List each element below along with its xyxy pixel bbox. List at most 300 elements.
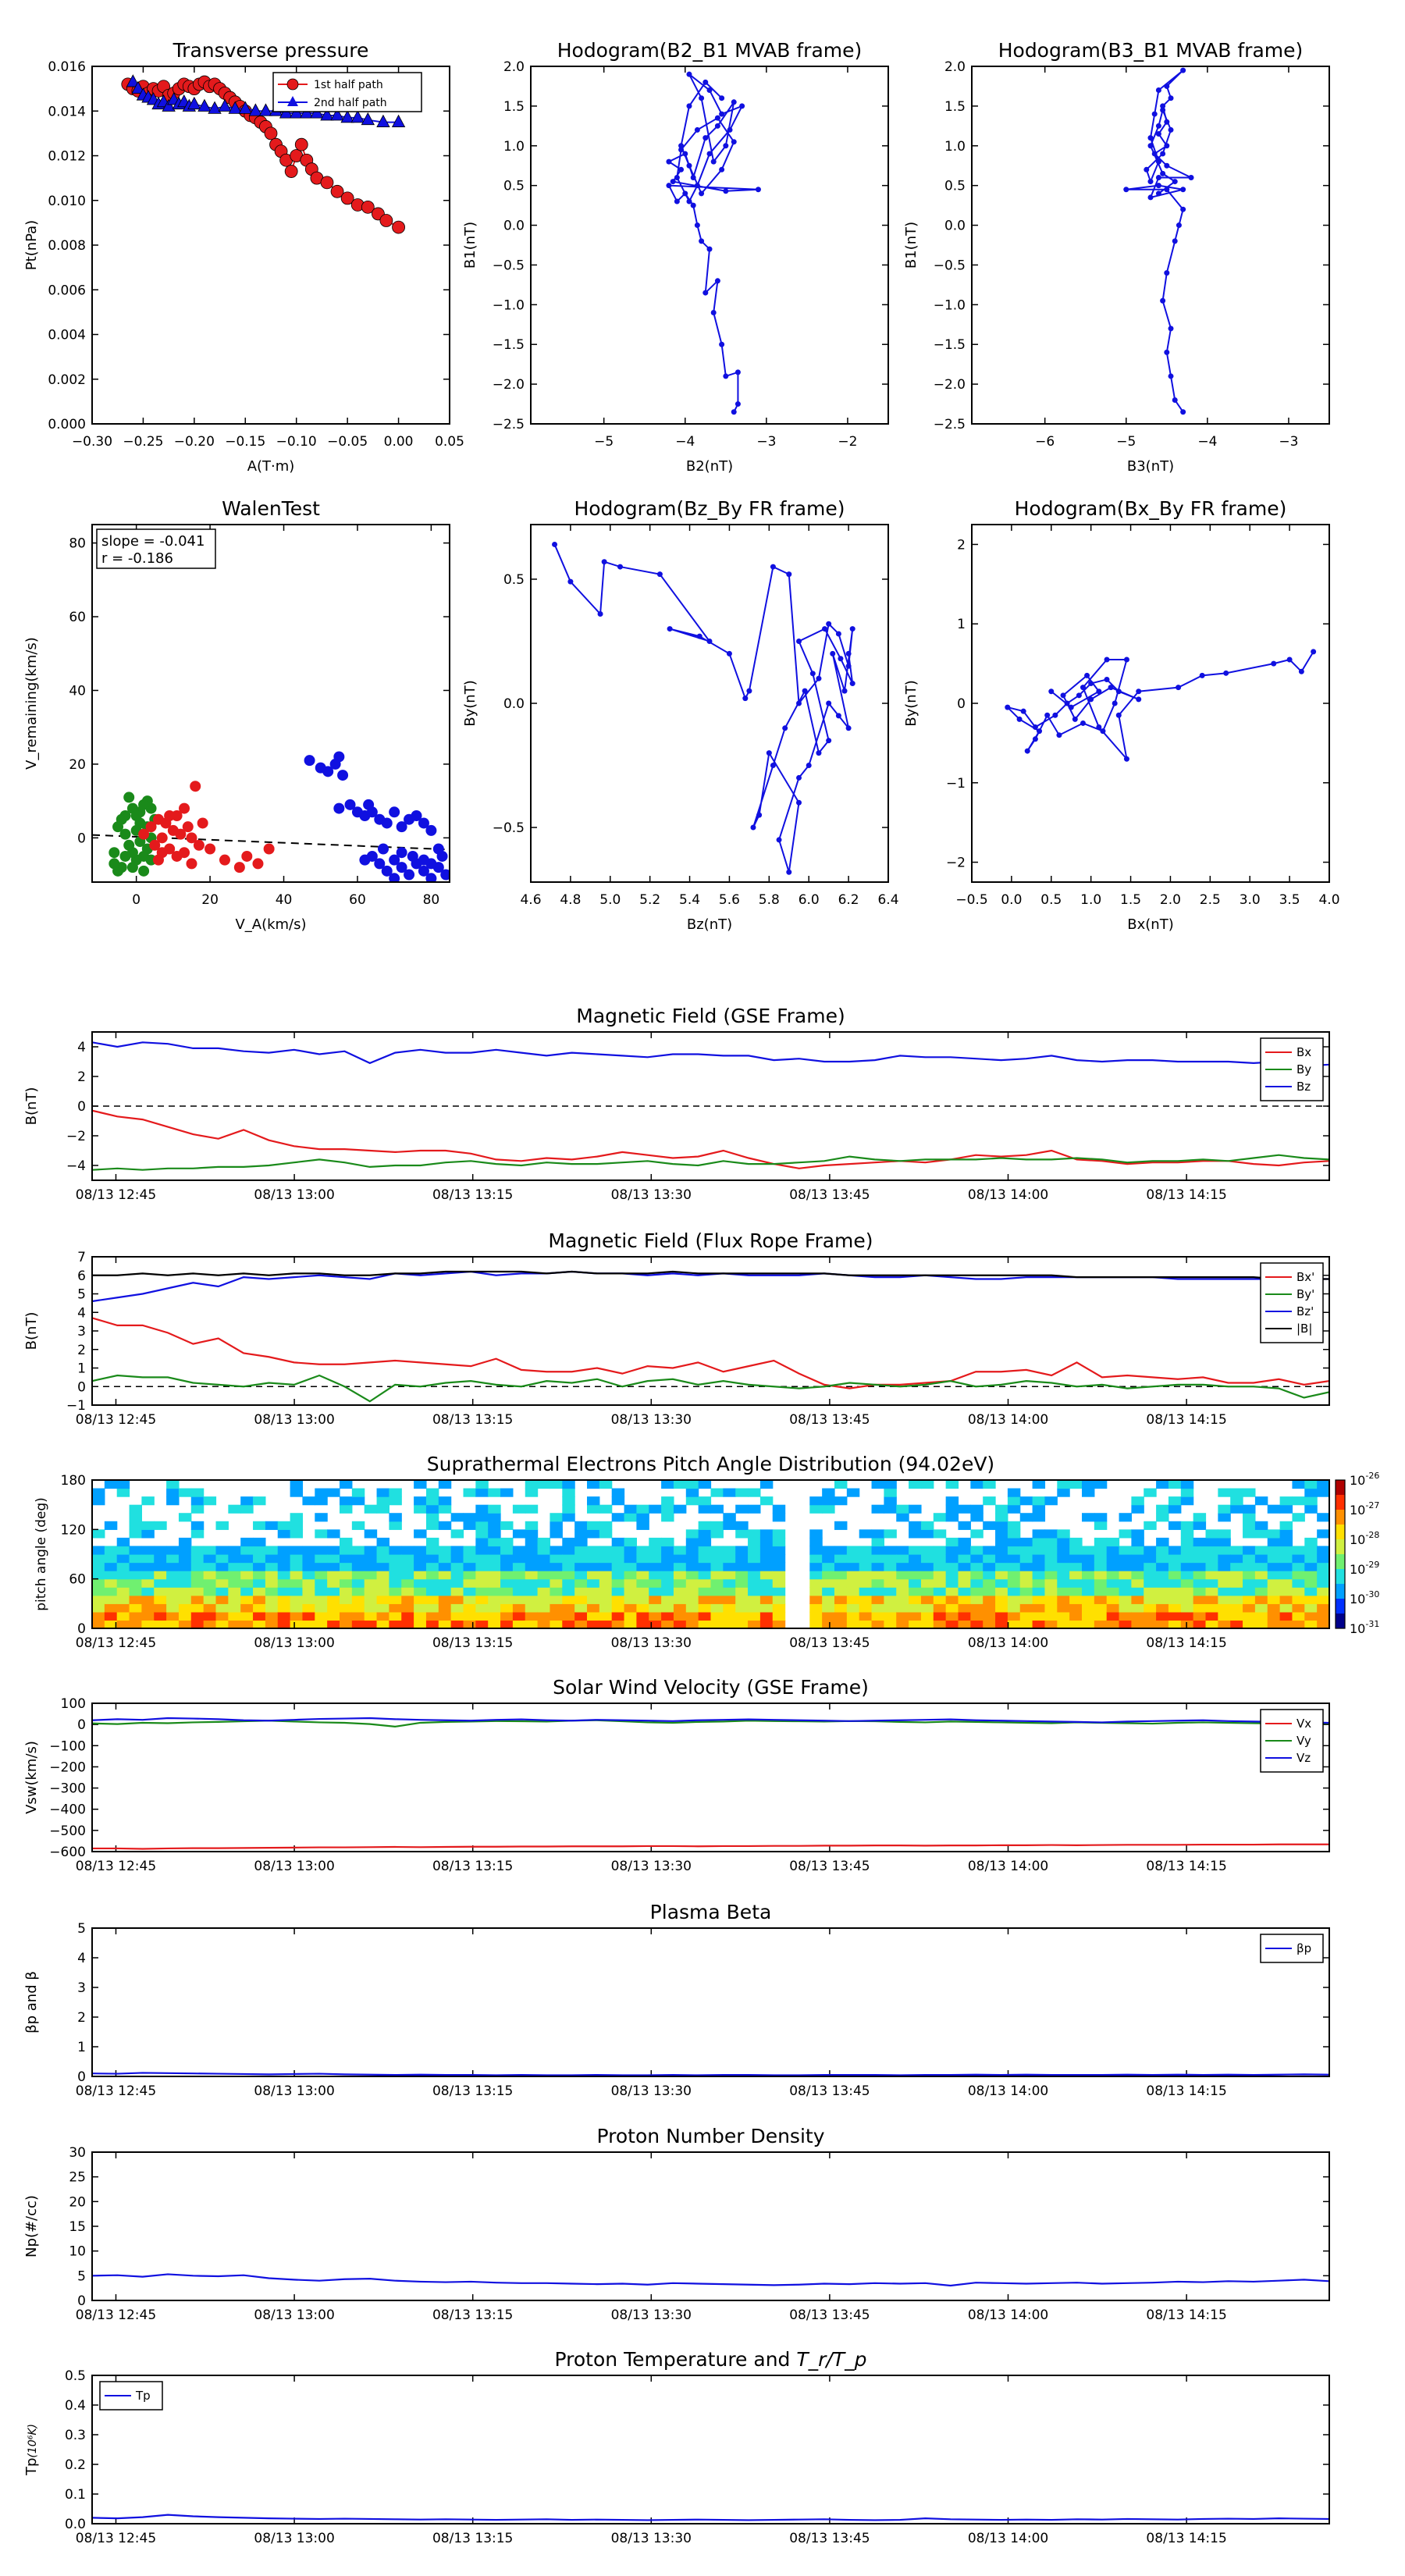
heatmap-cell	[92, 1529, 105, 1538]
heatmap-cell	[773, 1603, 785, 1612]
heatmap-cell	[1230, 1571, 1243, 1579]
data-point	[1044, 713, 1050, 718]
data-point	[707, 151, 713, 156]
heatmap-cell	[302, 1612, 315, 1621]
heatmap-cell	[1193, 1538, 1206, 1546]
heatmap-cell	[723, 1612, 735, 1621]
heatmap-cell	[550, 1612, 562, 1621]
heatmap-cell	[995, 1554, 1008, 1563]
data-point	[380, 215, 393, 227]
chart-title: Hodogram(Bx_By FR frame)	[1014, 497, 1287, 520]
heatmap-cell	[773, 1554, 785, 1563]
data-point	[351, 111, 364, 123]
heatmap-cell	[105, 1546, 117, 1554]
heatmap-cell	[1280, 1579, 1293, 1588]
x-tick-label: 5.8	[758, 892, 780, 908]
heatmap-cell	[191, 1505, 204, 1514]
heatmap-cell	[1317, 1571, 1329, 1579]
data-point	[1048, 688, 1054, 694]
heatmap-cell	[946, 1612, 959, 1621]
heatmap-cell	[574, 1529, 587, 1538]
heatmap-cell	[1206, 1554, 1218, 1563]
heatmap-cell	[117, 1546, 130, 1554]
heatmap-cell	[475, 1587, 488, 1596]
data-point	[1168, 95, 1174, 101]
heatmap-cell	[760, 1620, 773, 1628]
data-point	[816, 676, 821, 681]
heatmap-cell	[822, 1587, 834, 1596]
heatmap-cell	[661, 1505, 674, 1514]
heatmap-cell	[884, 1596, 896, 1604]
heatmap-cell	[315, 1612, 327, 1621]
chart-title: Proton Number Density	[596, 2125, 825, 2147]
heatmap-cell	[105, 1603, 117, 1612]
data-point	[1100, 728, 1105, 734]
heatmap-cell	[1020, 1612, 1033, 1621]
heatmap-cell	[809, 1529, 822, 1538]
heatmap-cell	[228, 1587, 240, 1596]
heatmap-cell	[414, 1603, 426, 1612]
heatmap-cell	[748, 1571, 760, 1579]
y-tick-label: 0.0	[503, 218, 525, 234]
heatmap-cell	[674, 1596, 686, 1604]
heatmap-cell	[847, 1620, 859, 1628]
heatmap-cell	[302, 1596, 315, 1604]
data-point	[1164, 187, 1169, 192]
data-point	[393, 221, 405, 233]
heatmap-cell	[649, 1596, 661, 1604]
x-tick-label: −0.25	[123, 434, 164, 450]
heatmap-cell	[959, 1546, 971, 1554]
heatmap-cell	[599, 1587, 612, 1596]
y-tick-label: −2.5	[933, 417, 966, 432]
heatmap-cell	[216, 1612, 229, 1621]
heatmap-cell	[1131, 1563, 1144, 1571]
series-line-0	[1008, 652, 1314, 759]
heatmap-cell	[117, 1480, 130, 1489]
heatmap-cell	[809, 1546, 822, 1554]
heatmap-cell	[439, 1505, 451, 1514]
heatmap-cell	[1069, 1603, 1082, 1612]
heatmap-cell	[525, 1529, 538, 1538]
heatmap-cell	[500, 1546, 513, 1554]
data-point	[1180, 207, 1186, 212]
legend-label: Vy	[1297, 1734, 1311, 1748]
heatmap-cell	[587, 1612, 599, 1621]
data-point	[822, 626, 827, 632]
data-point	[234, 862, 245, 873]
heatmap-cell	[1206, 1579, 1218, 1588]
y-tick-label: 0.010	[48, 193, 86, 209]
heatmap-cell	[748, 1554, 760, 1563]
heatmap-cell	[1292, 1596, 1304, 1604]
heatmap-cell	[130, 1612, 142, 1621]
heatmap-cell	[1218, 1563, 1230, 1571]
heatmap-cell	[909, 1620, 921, 1628]
heatmap-cell	[365, 1546, 377, 1554]
heatmap-cell	[686, 1489, 699, 1497]
heatmap-cell	[562, 1571, 574, 1579]
heatmap-cell	[970, 1563, 983, 1571]
heatmap-cell	[166, 1612, 179, 1621]
data-point	[1223, 671, 1229, 676]
heatmap-cell	[426, 1612, 439, 1621]
plot-area	[92, 1272, 1329, 1401]
heatmap-cell	[166, 1496, 179, 1505]
x-tick-label: 08/13 13:00	[254, 1859, 335, 1874]
heatmap-cell	[562, 1538, 574, 1546]
heatmap-cell	[735, 1554, 748, 1563]
chart-title: WalenTest	[222, 497, 320, 520]
chart-title: Transverse pressure	[173, 39, 369, 62]
heatmap-cell	[934, 1554, 946, 1563]
heatmap-cell	[1230, 1579, 1243, 1588]
y-tick-label: 5	[77, 1921, 86, 1937]
heatmap-cell	[130, 1505, 142, 1514]
heatmap-cell	[278, 1579, 290, 1588]
heatmap-cell	[748, 1620, 760, 1628]
heatmap-cell	[760, 1579, 773, 1588]
heatmap-cell	[1094, 1596, 1107, 1604]
heatmap-cell	[500, 1596, 513, 1604]
heatmap-cell	[1292, 1620, 1304, 1628]
heatmap-cell	[1206, 1563, 1218, 1571]
heatmap-cell	[451, 1603, 464, 1612]
heatmap-cell	[1193, 1546, 1206, 1554]
heatmap-cell	[896, 1554, 909, 1563]
heatmap-cell	[1044, 1579, 1057, 1588]
heatmap-cell	[179, 1596, 191, 1604]
heatmap-cell	[723, 1489, 735, 1497]
legend-label: By	[1297, 1062, 1312, 1076]
heatmap-cell	[1255, 1521, 1268, 1530]
y-tick-label: 7	[77, 1250, 86, 1265]
heatmap-cell	[773, 1620, 785, 1628]
heatmap-cell	[475, 1596, 488, 1604]
heatmap-cell	[365, 1529, 377, 1538]
heatmap-cell	[414, 1546, 426, 1554]
heatmap-cell	[1107, 1612, 1119, 1621]
heatmap-cell	[1144, 1563, 1156, 1571]
heatmap-cell	[538, 1587, 550, 1596]
heatmap-cell	[674, 1571, 686, 1579]
heatmap-cell	[896, 1620, 909, 1628]
heatmap-cell	[624, 1612, 637, 1621]
heatmap-cell	[946, 1513, 959, 1521]
heatmap-cell	[896, 1505, 909, 1514]
heatmap-cell	[1317, 1612, 1329, 1621]
heatmap-cell	[1156, 1620, 1168, 1628]
heatmap-cell	[278, 1546, 290, 1554]
heatmap-cell	[401, 1596, 414, 1604]
data-point	[265, 127, 277, 140]
heatmap-cell	[228, 1579, 240, 1588]
data-point	[1088, 681, 1094, 686]
heatmap-cell	[365, 1505, 377, 1514]
heatmap-cell	[1008, 1554, 1020, 1563]
heatmap-cell	[365, 1596, 377, 1604]
heatmap-cell	[1057, 1546, 1069, 1554]
heatmap-cell	[624, 1513, 637, 1521]
heatmap-cell	[500, 1587, 513, 1596]
heatmap-cell	[92, 1496, 105, 1505]
heatmap-cell	[983, 1612, 995, 1621]
heatmap-cell	[204, 1496, 216, 1505]
heatmap-cell	[117, 1620, 130, 1628]
x-tick-label: −3	[756, 434, 777, 450]
data-point	[786, 870, 791, 875]
legend-label: Bz	[1297, 1080, 1311, 1094]
heatmap-cell	[847, 1489, 859, 1497]
plot-border	[92, 2375, 1329, 2524]
x-tick-label: 4.0	[1318, 892, 1340, 908]
heatmap-cell	[228, 1620, 240, 1628]
x-tick-label: 08/13 12:45	[75, 2083, 157, 2099]
heatmap-cell	[426, 1489, 439, 1497]
heatmap-cell	[649, 1579, 661, 1588]
data-point	[138, 799, 149, 810]
heatmap-cell	[995, 1579, 1008, 1588]
data-point	[1096, 724, 1101, 730]
annotation-r: r = -0.186	[101, 550, 173, 567]
x-tick-label: 08/13 13:30	[610, 1859, 692, 1874]
y-axis-label: B1(nT)	[903, 221, 919, 269]
data-point	[1176, 222, 1182, 228]
heatmap-cell	[921, 1563, 934, 1571]
heatmap-cell	[970, 1505, 983, 1514]
series-Bz'	[92, 1272, 1329, 1301]
heatmap-cell	[1044, 1496, 1057, 1505]
heatmap-cell	[240, 1505, 253, 1514]
x-tick-label: 1.0	[1080, 892, 1102, 908]
data-point	[723, 188, 728, 194]
heatmap-cell	[748, 1596, 760, 1604]
heatmap-cell	[92, 1612, 105, 1621]
series-Bx	[92, 1111, 1329, 1169]
series-line-0	[555, 544, 853, 872]
data-point	[1104, 677, 1110, 682]
y-tick-label: 0.012	[48, 148, 86, 165]
heatmap-cell	[1317, 1529, 1329, 1538]
heatmap-cell	[426, 1521, 439, 1530]
panel-bgse	[23, 1005, 1329, 1203]
heatmap-cell	[760, 1538, 773, 1546]
plot-border	[92, 1928, 1329, 2076]
heatmap-cell	[377, 1538, 389, 1546]
heatmap-cell	[1268, 1529, 1280, 1538]
chart-title: Plasma Beta	[649, 1901, 772, 1923]
y-tick-label: 5	[77, 2268, 86, 2285]
heatmap-cell	[674, 1480, 686, 1489]
heatmap-cell	[983, 1521, 995, 1530]
heatmap-cell	[699, 1620, 711, 1628]
heatmap-cell	[240, 1612, 253, 1621]
heatmap-cell	[315, 1579, 327, 1588]
heatmap-cell	[834, 1612, 847, 1621]
heatmap-cell	[872, 1587, 884, 1596]
heatmap-cell	[414, 1480, 426, 1489]
heatmap-cell	[834, 1496, 847, 1505]
heatmap-cell	[959, 1505, 971, 1514]
heatmap-cell	[1094, 1620, 1107, 1628]
y-tick-label: 0.0	[503, 696, 525, 712]
heatmap-cell	[1020, 1538, 1033, 1546]
heatmap-cell	[1119, 1513, 1132, 1521]
heatmap-cell	[1020, 1563, 1033, 1571]
heatmap-cell	[130, 1620, 142, 1628]
heatmap-cell	[315, 1563, 327, 1571]
heatmap-cell	[1033, 1496, 1045, 1505]
heatmap-cell	[401, 1620, 414, 1628]
heatmap-cell	[636, 1579, 649, 1588]
x-tick-label: 08/13 14:15	[1146, 1635, 1227, 1651]
heatmap-cell	[377, 1603, 389, 1612]
heatmap-cell	[1107, 1546, 1119, 1554]
heatmap-cell	[1243, 1554, 1255, 1563]
heatmap-cell	[896, 1603, 909, 1612]
heatmap-cell	[822, 1612, 834, 1621]
heatmap-cell	[92, 1554, 105, 1563]
heatmap-cell	[1317, 1554, 1329, 1563]
heatmap-cell	[1193, 1554, 1206, 1563]
heatmap-cell	[240, 1496, 253, 1505]
heatmap-cell	[723, 1620, 735, 1628]
heatmap-cell	[1181, 1538, 1193, 1546]
heatmap-cell	[228, 1571, 240, 1579]
heatmap-cell	[1181, 1603, 1193, 1612]
heatmap-cell	[204, 1546, 216, 1554]
heatmap-cell	[834, 1620, 847, 1628]
heatmap-cell	[1280, 1538, 1293, 1546]
y-tick-label: 0.014	[48, 104, 86, 120]
heatmap-cell	[204, 1620, 216, 1628]
heatmap-cell	[1218, 1587, 1230, 1596]
heatmap-cell	[711, 1546, 724, 1554]
heatmap-cell	[253, 1579, 265, 1588]
heatmap-cell	[859, 1596, 872, 1604]
heatmap-cell	[884, 1603, 896, 1612]
heatmap-cell	[636, 1505, 649, 1514]
heatmap-cell	[686, 1529, 699, 1538]
y-tick-label: 1.0	[944, 138, 966, 155]
heatmap-cell	[538, 1620, 550, 1628]
heatmap-cell	[315, 1571, 327, 1579]
plot-border	[531, 66, 888, 424]
heatmap-cell	[760, 1587, 773, 1596]
heatmap-cell	[872, 1596, 884, 1604]
x-tick-label: 08/13 14:00	[967, 2083, 1049, 2099]
heatmap-cell	[525, 1579, 538, 1588]
data-point	[770, 763, 776, 768]
heatmap-cell	[624, 1596, 637, 1604]
heatmap-cell	[327, 1612, 340, 1621]
heatmap-cell	[1181, 1521, 1193, 1530]
heatmap-cell	[1255, 1529, 1268, 1538]
data-point	[806, 763, 812, 768]
heatmap-cell	[872, 1571, 884, 1579]
heatmap-cell	[748, 1563, 760, 1571]
x-tick-label: 08/13 13:15	[432, 2083, 514, 2099]
heatmap-cell	[464, 1513, 476, 1521]
heatmap-cell	[439, 1546, 451, 1554]
heatmap-cell	[340, 1612, 352, 1621]
heatmap-cell	[822, 1554, 834, 1563]
heatmap-cell	[525, 1480, 538, 1489]
heatmap-cell	[1033, 1587, 1045, 1596]
heatmap-cell	[847, 1571, 859, 1579]
heatmap-cell	[686, 1596, 699, 1604]
heatmap-cell	[1020, 1513, 1033, 1521]
heatmap-cell	[1218, 1596, 1230, 1604]
heatmap-cell	[946, 1546, 959, 1554]
heatmap-cell	[735, 1529, 748, 1538]
heatmap-cell	[636, 1612, 649, 1621]
heatmap-cell	[612, 1596, 624, 1604]
x-tick-label: 08/13 14:00	[967, 1635, 1049, 1651]
heatmap-cell	[599, 1620, 612, 1628]
heatmap-cell	[674, 1505, 686, 1514]
heatmap-cell	[612, 1546, 624, 1554]
heatmap-cell	[809, 1563, 822, 1571]
y-tick-label: 0.008	[48, 238, 86, 254]
colorbar-tick-label: $10^{-28}$	[1350, 1530, 1380, 1547]
heatmap-cell	[191, 1496, 204, 1505]
heatmap-cell	[426, 1505, 439, 1514]
heatmap-cell	[674, 1620, 686, 1628]
heatmap-cell	[921, 1620, 934, 1628]
colorbar-tick-exponent: -27	[1365, 1500, 1380, 1510]
heatmap-cell	[661, 1554, 674, 1563]
data-point	[699, 95, 704, 101]
heatmap-cell	[847, 1563, 859, 1571]
heatmap-cell	[253, 1571, 265, 1579]
heatmap-cell	[1082, 1513, 1094, 1521]
heatmap-cell	[166, 1579, 179, 1588]
data-point	[1168, 326, 1174, 331]
x-tick-label: −0.30	[71, 434, 113, 450]
heatmap-cell	[1156, 1612, 1168, 1621]
heatmap-cell	[822, 1489, 834, 1497]
heatmap-cell	[166, 1620, 179, 1628]
y-tick-label: −1.0	[933, 297, 966, 314]
heatmap-cell	[809, 1496, 822, 1505]
heatmap-cell	[562, 1596, 574, 1604]
heatmap-cell	[661, 1513, 674, 1521]
heatmap-cell	[909, 1521, 921, 1530]
heatmap-cell	[278, 1587, 290, 1596]
data-point	[1156, 175, 1161, 180]
heatmap-cell	[562, 1563, 574, 1571]
heatmap-cell	[686, 1587, 699, 1596]
heatmap-cell	[1243, 1513, 1255, 1521]
x-tick-label: 08/13 13:45	[789, 1635, 870, 1651]
data-point	[393, 116, 405, 127]
heatmap-cell	[500, 1579, 513, 1588]
heatmap-cell	[995, 1563, 1008, 1571]
heatmap-cell	[624, 1546, 637, 1554]
heatmap-cell	[735, 1603, 748, 1612]
heatmap-cell	[265, 1554, 278, 1563]
chart-title: Proton Temperature and T_r/T_p	[554, 2348, 867, 2371]
heatmap-cell	[686, 1603, 699, 1612]
heatmap-cell	[475, 1546, 488, 1554]
heatmap-cell	[513, 1612, 525, 1621]
heatmap-cell	[711, 1521, 724, 1530]
heatmap-cell	[538, 1480, 550, 1489]
y-tick-label: −1.5	[492, 337, 525, 354]
heatmap-cell	[574, 1571, 587, 1579]
heatmap-cell	[983, 1546, 995, 1554]
